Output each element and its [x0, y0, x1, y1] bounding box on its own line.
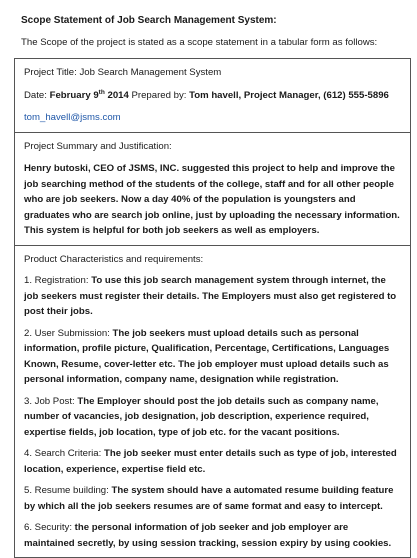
- summary-row: [15, 132, 411, 245]
- requirement-item: 5. Resume building: The system should have a automated resume building feature by which all the job seekers resumes are of same format and easy to intercept.: [24, 485, 394, 512]
- contact-email[interactable]: tom_havell@jsms.com: [24, 112, 121, 123]
- characteristics-row: [15, 245, 411, 558]
- requirement-item: 4. Search Criteria: The job seeker must enter details such as type of job, interested location, experience, expertise field etc.: [24, 448, 397, 475]
- project-info-row: [15, 59, 411, 133]
- intro-text: The Scope of the project is stated as a scope statement in a tabular form as follows:: [21, 37, 378, 48]
- requirement-item: 3. Job Post: The Employer should post the job details such as company name, number of vacancies, job designation, job description, experience required, expertise fields, job location, type of job etc. for the vacant positions.: [24, 395, 379, 438]
- requirement-item: 6. Security: the personal information of job seeker and job employer are maintained secretly, by using session tracking, session expiry by using cookies.: [24, 522, 392, 549]
- document-heading: Scope Statement of Job Search Management System:: [21, 15, 277, 26]
- date-label: Date:: [24, 89, 47, 101]
- prepared-label: Prepared by:: [131, 89, 187, 101]
- requirement-item: 1. Registration: To use this job search management system through internet, the job seekers must register their details. The Employers must also get registered to post their jobs.: [24, 275, 397, 317]
- date-value: February 9th 2014: [49, 88, 129, 101]
- project-title: Project Title: Job Search Management System: [24, 67, 222, 78]
- summary-cell: [15, 132, 411, 245]
- prepared-by-value: Tom havell, Project Manager, (612) 555-5896: [189, 89, 389, 101]
- summary-text: Henry butoski, CEO of JSMS, INC. suggested this project to help and improve the job searching method of the students of the college, staff and for all other people who are job seekers. Now a day 40% of the population is youngsters and graduates who are search job online, just by uploading the necessary information. This system is helpful for both job seekers as well as employers.: [24, 163, 400, 236]
- date-line: [24, 88, 401, 104]
- characteristics-label: Product Characteristics and requirements:: [24, 253, 204, 265]
- characteristics-cell: [15, 245, 411, 558]
- scope-statement-table: [14, 58, 411, 558]
- project-info-cell: [15, 59, 411, 133]
- summary-label: Project Summary and Justification:: [24, 140, 172, 152]
- requirement-item: 2. User Submission: The job seekers must upload details such as personal information, profile picture, Qualification, Percentage, Certifications, Languages Known, Resume, cover-letter etc. The job employer must upload details such as personal information, company name, designation while registration.: [24, 327, 390, 385]
